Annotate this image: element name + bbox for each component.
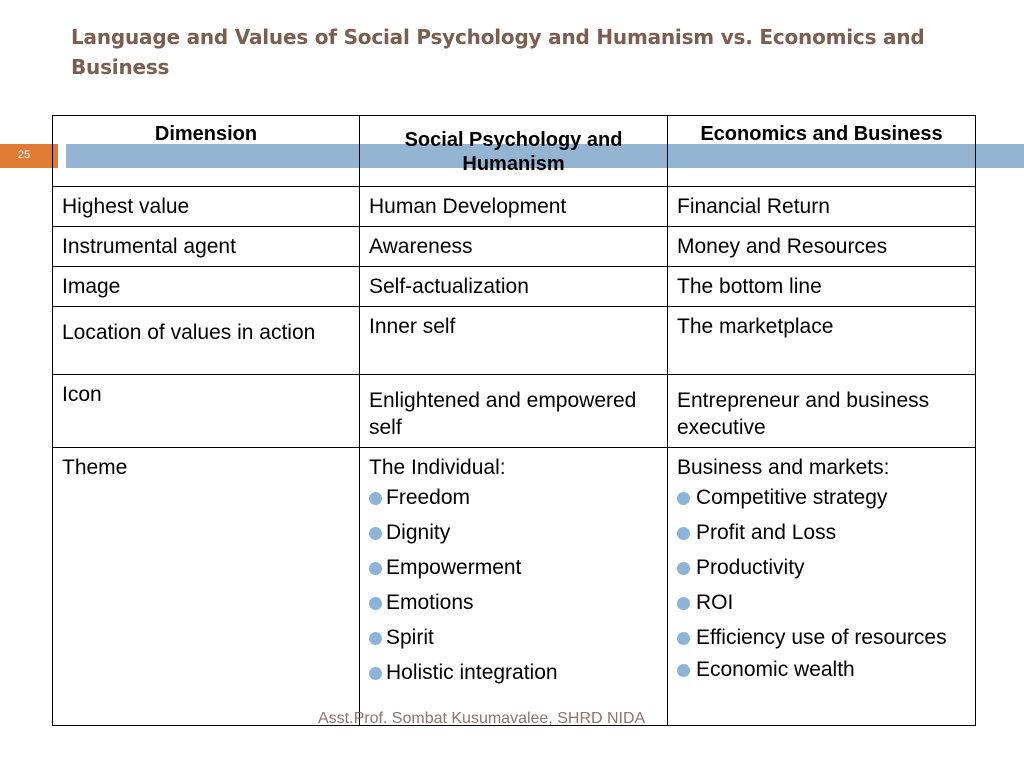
row-cell: Self-actualization	[360, 267, 668, 307]
comparison-table	[52, 115, 976, 726]
list-item-label: Productivity	[696, 556, 805, 579]
list-item	[369, 520, 658, 546]
list-item-label: Dignity	[386, 521, 451, 544]
row-label: Highest value	[53, 187, 360, 227]
bullet-icon	[677, 664, 690, 677]
list-item	[677, 555, 966, 581]
list-item-label: Spirit	[386, 626, 434, 649]
bullet-icon	[677, 492, 690, 505]
row-cell: Enlightened and empowered self	[360, 375, 668, 448]
slide-footer: Asst.Prof. Sombat Kusumavalee, SHRD NIDA	[318, 710, 646, 727]
row-cell: The marketplace	[668, 307, 976, 375]
list-item-label: Competitive strategy	[696, 486, 888, 509]
list-item-label: Efficiency use of resources	[696, 626, 947, 649]
list-item-label: Emotions	[386, 591, 474, 614]
row-label: Theme	[53, 448, 360, 726]
list-item-label: Holistic integration	[386, 661, 558, 684]
row-cell-individual	[360, 448, 668, 726]
row-label: Instrumental agent	[53, 227, 360, 267]
list-item	[677, 657, 966, 683]
list-item	[369, 590, 658, 616]
individual-intro: The Individual:	[369, 456, 506, 479]
list-item	[369, 660, 658, 686]
list-item	[677, 625, 966, 651]
slide-number: 25	[17, 149, 31, 161]
header-social-psychology: Social Psychology and Humanism	[360, 116, 668, 187]
bullet-icon	[369, 562, 382, 575]
individual-list	[369, 485, 658, 686]
table-row-theme	[53, 448, 976, 726]
bullet-icon	[677, 632, 690, 645]
header-economics: Economics and Business	[668, 116, 976, 187]
bullet-icon	[369, 527, 382, 540]
row-cell: Financial Return	[668, 187, 976, 227]
bullet-icon	[677, 562, 690, 575]
row-cell: The bottom line	[668, 267, 976, 307]
bullet-icon	[369, 597, 382, 610]
bullet-icon	[677, 597, 690, 610]
list-item	[369, 485, 658, 511]
table-row	[53, 227, 976, 267]
business-intro: Business and markets:	[677, 456, 890, 479]
row-label: Location of values in action	[53, 307, 360, 375]
row-cell: Inner self	[360, 307, 668, 375]
list-item	[369, 625, 658, 651]
list-item-label: Empowerment	[386, 556, 522, 579]
bullet-icon	[369, 667, 382, 680]
header-dimension: Dimension	[53, 116, 360, 187]
table-header-row	[53, 116, 976, 187]
slide-title: Language and Values of Social Psychology and Humanism vs. Economics and Business	[71, 25, 925, 79]
row-cell: Entrepreneur and business executive	[668, 375, 976, 448]
list-item-label: Profit and Loss	[696, 521, 837, 544]
list-item-label: Freedom	[386, 486, 471, 509]
row-cell-business	[668, 448, 976, 726]
table-row	[53, 375, 976, 448]
list-item	[369, 555, 658, 581]
list-item	[677, 485, 966, 511]
business-list	[677, 485, 966, 683]
table-row	[53, 307, 976, 375]
table-row	[53, 267, 976, 307]
bullet-icon	[369, 632, 382, 645]
row-cell: Awareness	[360, 227, 668, 267]
table-row	[53, 187, 976, 227]
row-cell: Human Development	[360, 187, 668, 227]
list-item	[677, 520, 966, 546]
bullet-icon	[369, 492, 382, 505]
row-label: Image	[53, 267, 360, 307]
list-item-label: Economic wealth	[696, 658, 855, 681]
bullet-icon	[677, 527, 690, 540]
list-item-label: ROI	[696, 591, 734, 614]
row-cell: Money and Resources	[668, 227, 976, 267]
list-item	[677, 590, 966, 616]
row-label: Icon	[53, 375, 360, 448]
